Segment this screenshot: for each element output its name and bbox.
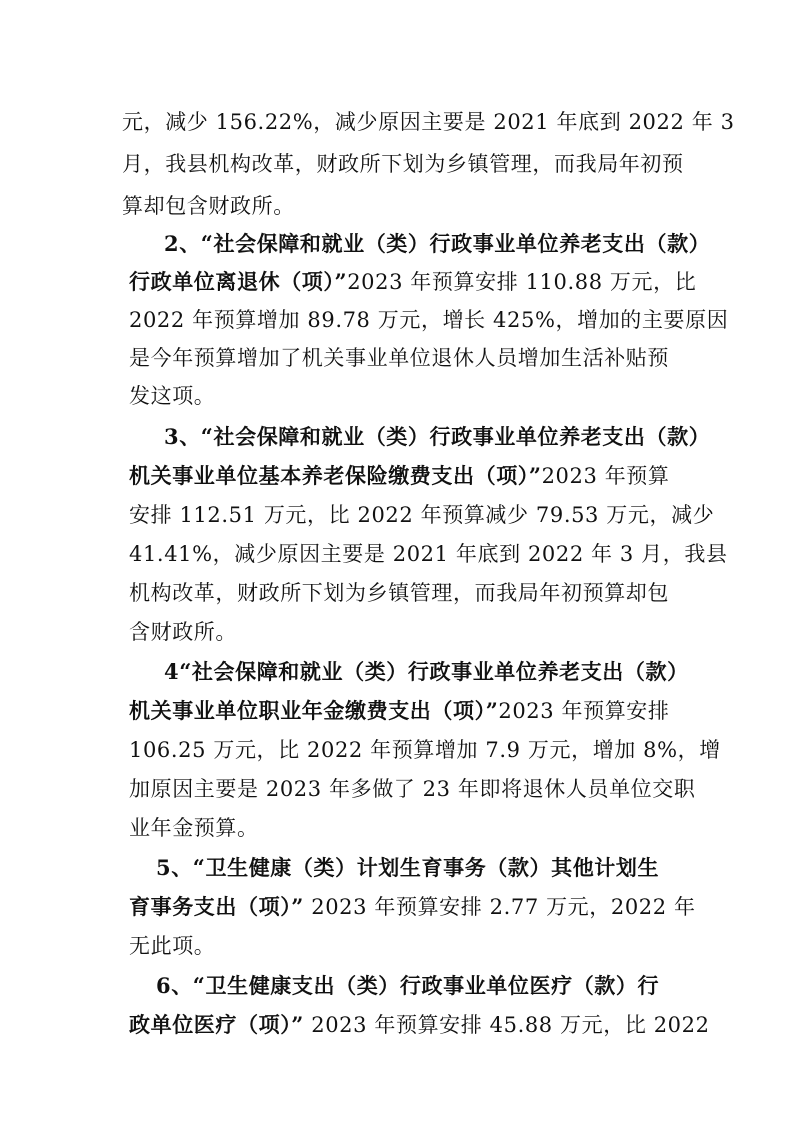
text-line: 发这项。 — [129, 384, 216, 408]
text-line: 41.41%，减少原因主要是 2021 年底到 2022 年 3 月，我县 — [129, 542, 728, 566]
text-line: 安排 112.51 万元，比 2022 年预算减少 79.53 万元，减少 — [129, 503, 715, 527]
text-line: 育事务支出（项）” 2023 年预算安排 2.77 万元，2022 年 — [129, 894, 696, 919]
text-line: 业年金预算。 — [129, 816, 259, 840]
text-line: 2022 年预算增加 89.78 万元，增长 425%，增加的主要原因 — [129, 308, 729, 332]
text-line: 机构改革，财政所下划为乡镇管理，而我局年初预算却包 — [129, 581, 669, 605]
text-line: 加原因主要是 2023 年多做了 23 年即将退休人员单位交职 — [129, 777, 696, 801]
text-line: 元，减少 156.22%，减少原因主要是 2021 年底到 2022 年 3 — [122, 110, 735, 134]
text-line: 是今年预算增加了机关事业单位退休人员增加生活补贴预 — [129, 346, 669, 370]
text-line: 月，我县机构改革，财政所下划为乡镇管理，而我局年初预 — [122, 152, 684, 176]
text-line: 无此项。 — [129, 934, 216, 958]
section-heading-2: 2、“社会保障和就业（类）行政事业单位养老支出（款） — [164, 231, 711, 256]
text-line: 106.25 万元，比 2022 年预算增加 7.9 万元，增加 8%，增 — [129, 738, 721, 762]
text-line: 含财政所。 — [129, 620, 237, 644]
section-heading-6: 6、“卫生健康支出（类）行政事业单位医疗（款）行 — [156, 973, 660, 998]
text-line: 算却包含财政所。 — [122, 194, 295, 218]
text-line: 政单位医疗（项）” 2023 年预算安排 45.88 万元，比 2022 — [129, 1012, 710, 1037]
text-line: 机关事业单位职业年金缴费支出（项）”2023 年预算安排 — [129, 698, 670, 723]
section-heading-5: 5、“卫生健康（类）计划生育事务（款）其他计划生 — [156, 855, 660, 880]
section-heading-4: 4“社会保障和就业（类）行政事业单位养老支出（款） — [164, 659, 689, 684]
section-heading-3: 3、“社会保障和就业（类）行政事业单位养老支出（款） — [164, 424, 711, 449]
text-line: 行政单位离退休（项）”2023 年预算安排 110.88 万元，比 — [129, 269, 697, 294]
text-line: 机关事业单位基本养老保险缴费支出（项）”2023 年预算 — [129, 463, 670, 488]
